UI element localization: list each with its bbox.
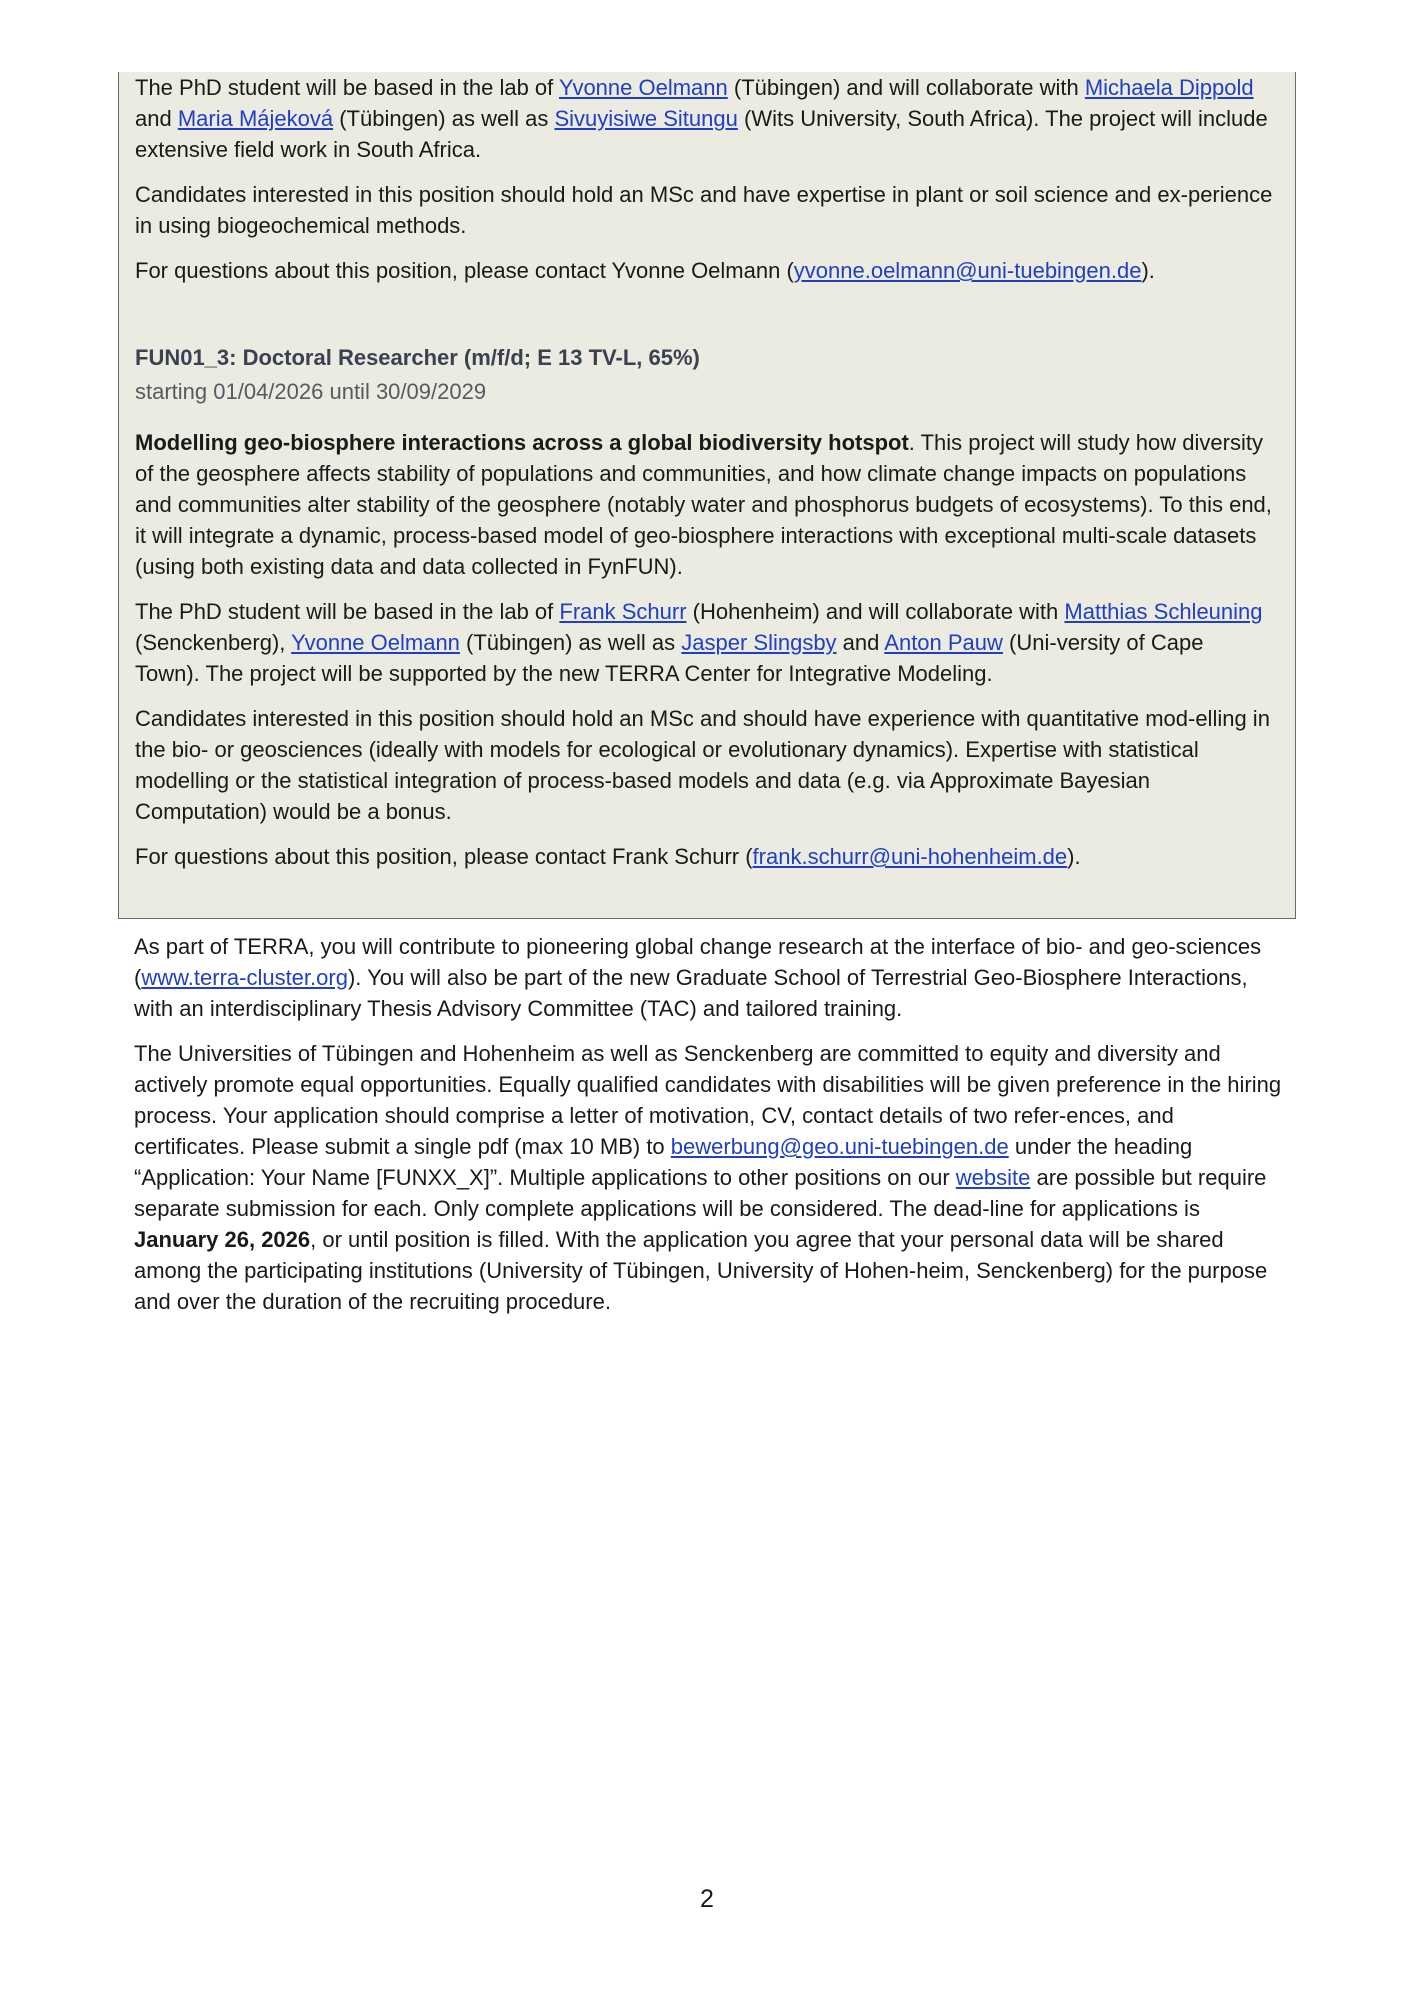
paragraph-fun01-2-contact: For questions about this position, please contact Yvonne Oelmann (yvonne.oelmann@uni-tuebingen.de). bbox=[135, 258, 1155, 283]
link-sivuyisiwe-situngu[interactable]: Sivuyisiwe Situngu bbox=[554, 106, 738, 131]
link-www-terra-cluster-org[interactable]: www.terra-cluster.org bbox=[141, 965, 348, 990]
position-title: FUN01_3: Doctoral Researcher (m/f/d; E 13 TV-L, 65%) bbox=[135, 345, 700, 370]
paragraph-fun01-3-candidates: Candidates interested in this position should hold an MSc and should have experience with quantitative mod-elling in the bio- or geosciences (ideally with models for ecological or evolutionary dynamics). Expertise with statistical modelling or the statistical integration of process-based models and data (e.g. via Approximate Bayesian Computation) would be a bonus. bbox=[135, 706, 1270, 824]
paragraph-fun01-3-contact: For questions about this position, please contact Frank Schurr (frank.schurr@uni-hohenheim.de). bbox=[135, 844, 1081, 869]
link-yvonne-oelmann[interactable]: Yvonne Oelmann bbox=[291, 630, 460, 655]
body-text bbox=[134, 931, 1284, 1317]
position-box bbox=[118, 72, 1296, 919]
link-frank-schurr[interactable]: Frank Schurr bbox=[559, 599, 687, 624]
link-yvonne-oelmann[interactable]: Yvonne Oelmann bbox=[558, 75, 728, 100]
link-jasper-slingsby[interactable]: Jasper Slingsby bbox=[681, 630, 837, 655]
link-michaela-dippold[interactable]: Michaela Dippold bbox=[1084, 75, 1254, 100]
paragraph-fun01-3-lab: The PhD student will be based in the lab of Frank Schurr (Hohenheim) and will collaborate with Matthias Schleuning (Senckenberg), Yvonne Oelmann (Tübingen) as well as Jasper Slingsby and Anton Pauw (Uni-versity of Cape Town). The project will be supported by the new TERRA Center for Integrative Modeling. bbox=[135, 599, 1263, 686]
link-maria-m-jekov[interactable]: Maria Májeková bbox=[177, 106, 334, 131]
page-number: 2 bbox=[700, 1885, 714, 1913]
paragraph-fun01-2-lab: The PhD student will be based in the lab of Yvonne Oelmann (Tübingen) and will collaborate with Michaela Dippold and Maria Májeková (Tübingen) as well as Sivuyisiwe Situngu (Wits University, South Africa). The project will include extensive field work in South Africa. bbox=[135, 75, 1268, 162]
link-website[interactable]: website bbox=[955, 1165, 1031, 1190]
position-dates: starting 01/04/2026 until 30/09/2029 bbox=[135, 379, 487, 404]
link-bewerbung-geo-uni-tuebingen-de[interactable]: bewerbung@geo.uni-tuebingen.de bbox=[670, 1134, 1009, 1159]
link-yvonne-oelmann-uni-tuebingen-de[interactable]: yvonne.oelmann@uni-tuebingen.de bbox=[793, 258, 1142, 283]
bold-text: January 26, 2026 bbox=[134, 1227, 311, 1252]
paragraph-application: The Universities of Tübingen and Hohenheim as well as Senckenberg are committed to equity and diversity and actively promote equal opportunities. Equally qualified candidates with disabilities will be given preference in the hiring process. Your application should comprise a letter of motivation, CV, contact details of two refer-ences, and certificates. Please submit a single pdf (max 10 MB) to bewerbung@geo.uni-tuebingen.de under the heading “Application: Your Name [FUNXX_X]”. Multiple applications to other positions on our website are possible but require separate submission for each. Only complete applications will be considered. The dead-line for applications is January 26, 2026, or until position is filled. With the application you agree that your personal data will be shared among the participating institutions (University of Tübingen, University of Hohen-heim, Senckenberg) for the purpose and over the duration of the recruiting procedure. bbox=[134, 1041, 1282, 1314]
link-frank-schurr-uni-hohenheim-de[interactable]: frank.schurr@uni-hohenheim.de bbox=[752, 844, 1068, 869]
bold-text: Modelling geo-biosphere interactions across a global biodiversity hotspot bbox=[135, 430, 909, 455]
paragraph-fun01-3-project: Modelling geo-biosphere interactions across a global biodiversity hotspot. This project will study how diversity of the geosphere affects stability of populations and communities, and how climate change impacts on populations and communities alter stability of the geosphere (notably water and phosphorus budgets of ecosystems). To this end, it will integrate a dynamic, process-based model of geo-biosphere interactions with exceptional multi-scale datasets (using both existing data and data collected in FynFUN). bbox=[135, 430, 1272, 579]
paragraph-fun01-2-candidates: Candidates interested in this position should hold an MSc and have expertise in plant or soil science and ex-perience in using biogeochemical methods. bbox=[135, 182, 1273, 238]
paragraph-terra: As part of TERRA, you will contribute to pioneering global change research at the interface of bio- and geo-sciences (www.terra-cluster.org). You will also be part of the new Graduate School of Terrestrial Geo-Biosphere Interactions, with an interdisciplinary Thesis Advisory Committee (TAC) and tailored training. bbox=[134, 934, 1262, 1021]
link-matthias-schleuning[interactable]: Matthias Schleuning bbox=[1064, 599, 1263, 624]
link-anton-pauw[interactable]: Anton Pauw bbox=[884, 630, 1003, 655]
